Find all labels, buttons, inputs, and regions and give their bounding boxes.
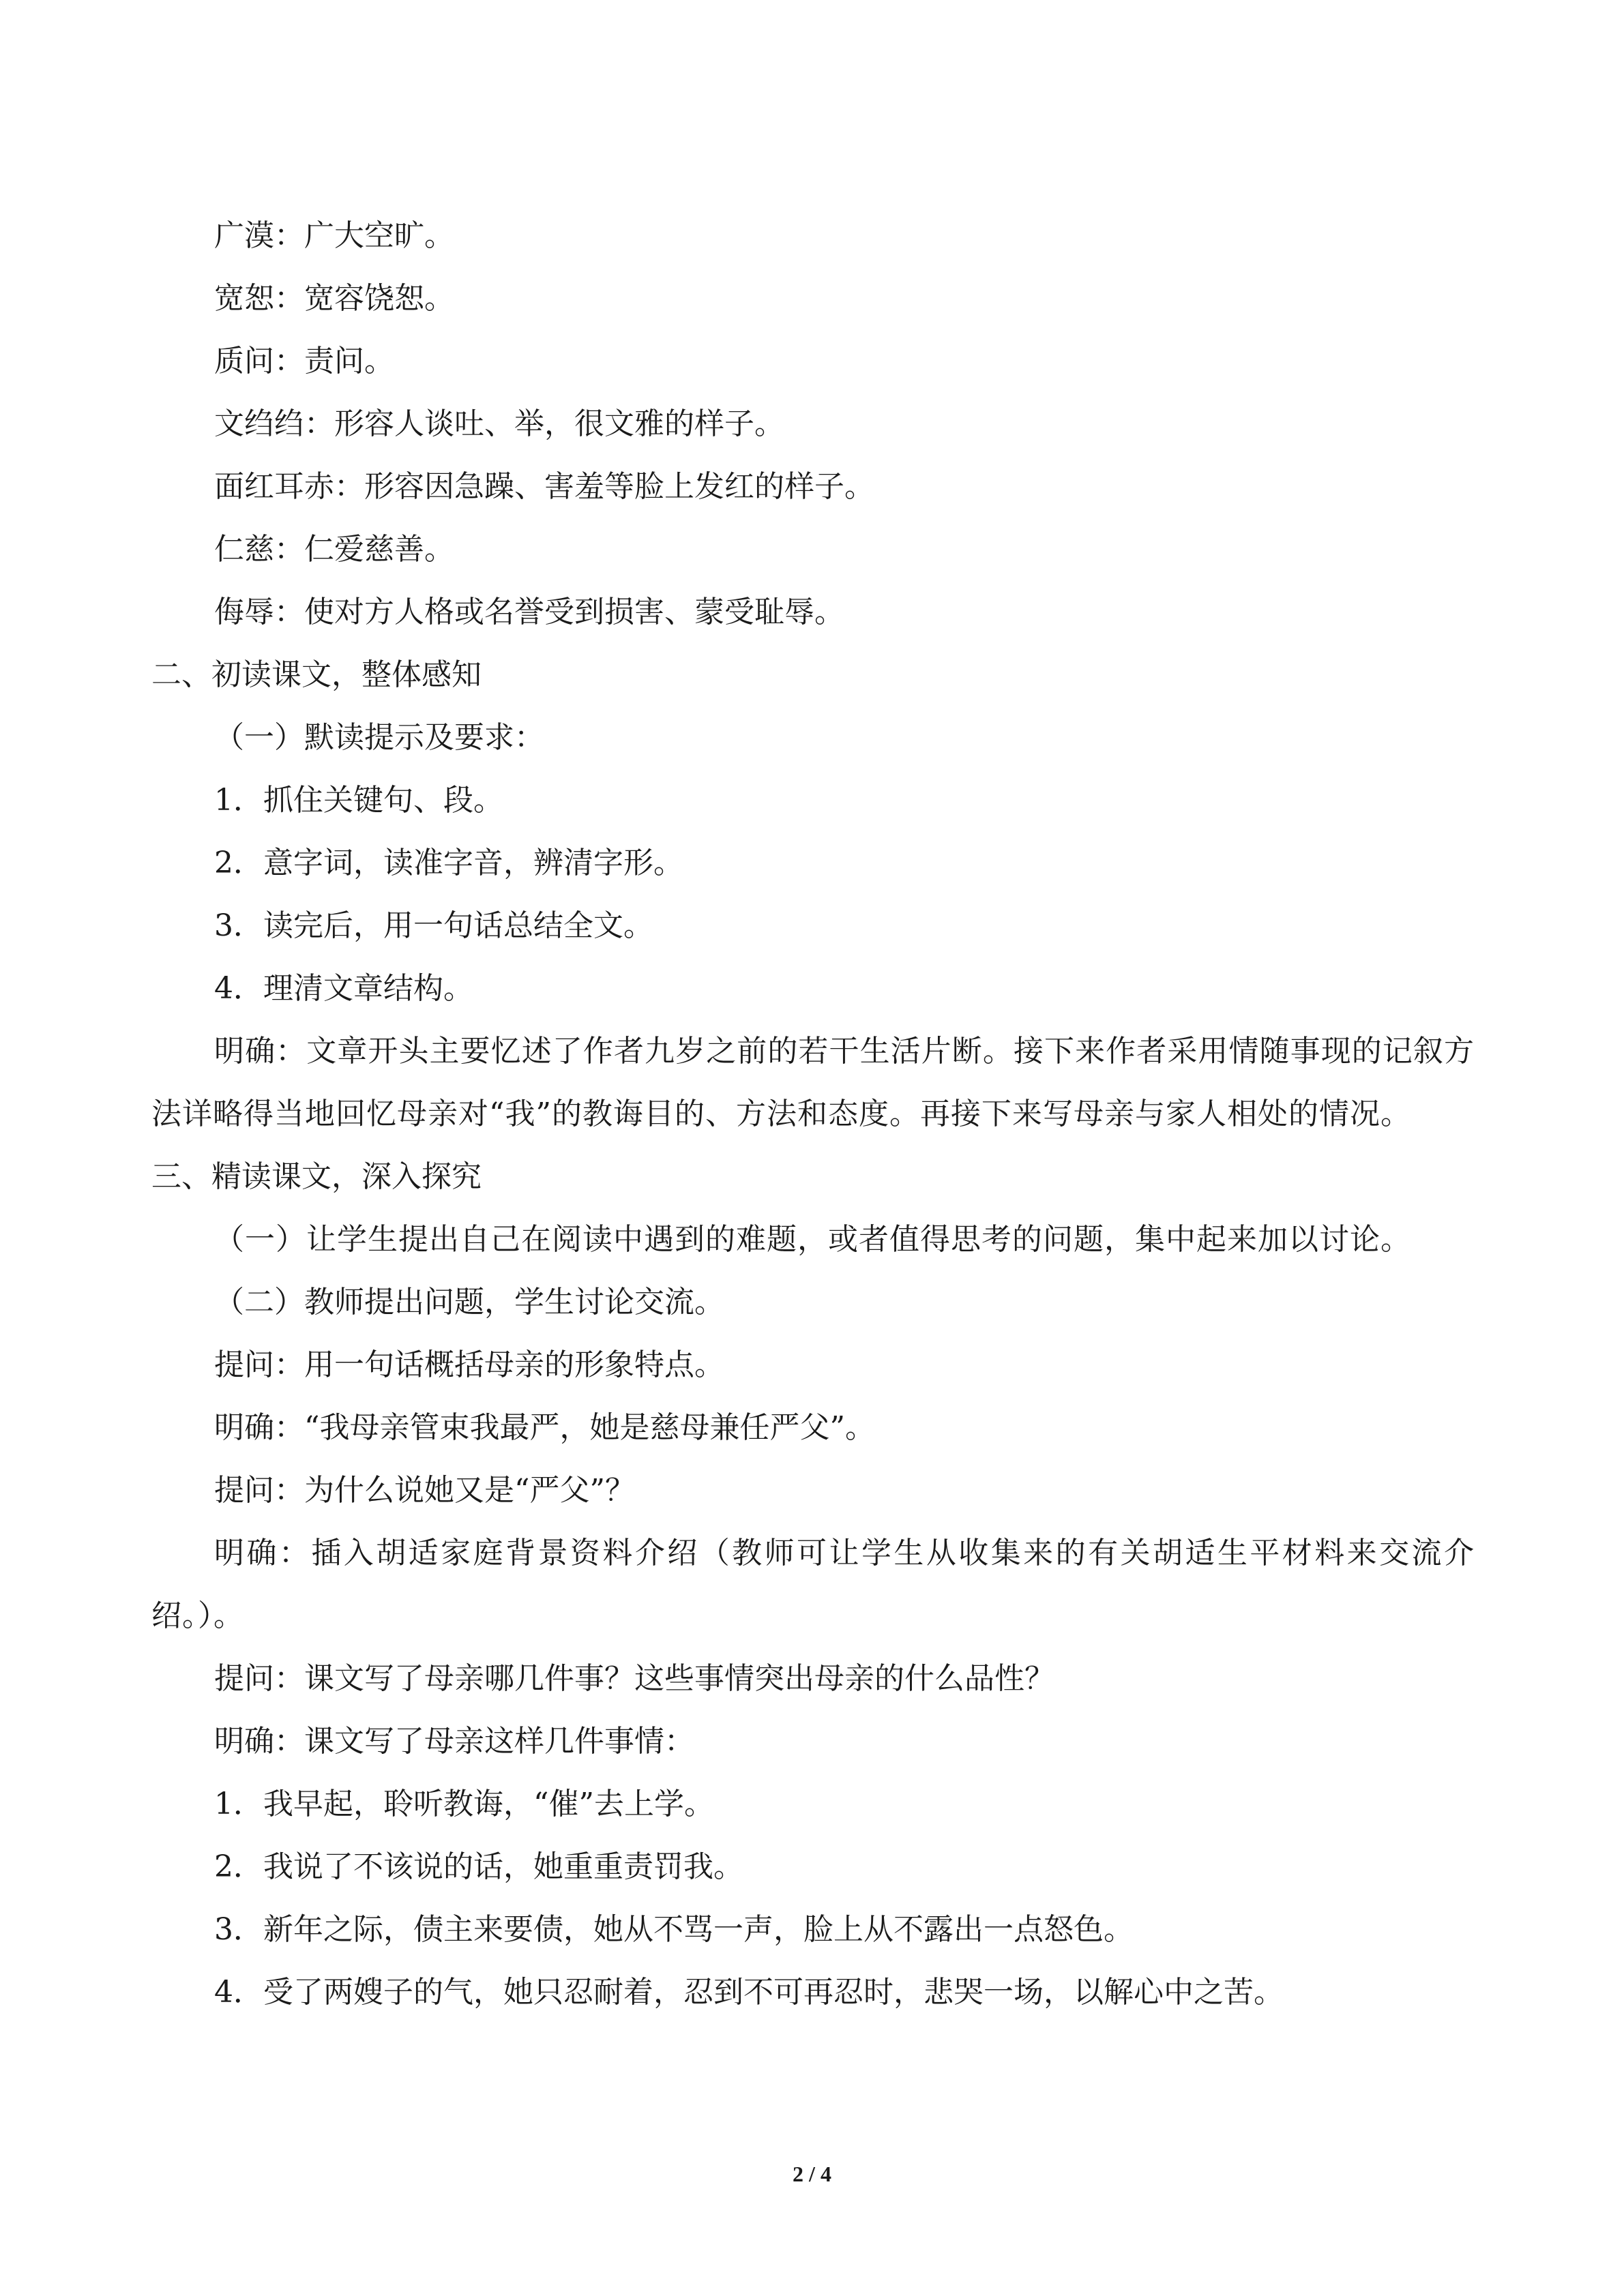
list-item: 4．受了两嫂子的气，她只忍耐着，忍到不可再忍时，悲哭一场，以解心中之苦。 — [214, 1975, 1284, 2010]
paragraph: 明确：插入胡适家庭背景资料介绍（教师可让学生从收集来的有关胡适生平材料来交流介绍。）。 — [151, 1536, 1475, 1633]
vocab-line: 仁慈：仁爱慈善。 — [214, 532, 454, 567]
vocab-line: 面红耳赤：形容因急躁、害羞等脸上发红的样子。 — [214, 469, 874, 504]
section-heading: 二、初读课文，整体感知 — [151, 657, 482, 692]
question-line: 提问：用一句话概括母亲的形象特点。 — [214, 1347, 724, 1382]
vocab-line: 文绉绉：形容人谈吐、举，很文雅的样子。 — [214, 406, 784, 441]
vocab-line: 侮辱：使对方人格或名誉受到损害、蒙受耻辱。 — [214, 595, 844, 629]
subsection-heading: （一）默读提示及要求： — [214, 720, 544, 755]
list-item: 4．理清文章结构。 — [214, 971, 473, 1006]
list-item: 3．读完后，用一句话总结全文。 — [214, 908, 653, 943]
vocab-line: 广漠：广大空旷。 — [214, 218, 454, 253]
list-item: 2．我说了不该说的话，她重重责罚我。 — [214, 1849, 743, 1884]
answer-line: 明确：课文写了母亲这样几件事情： — [214, 1724, 694, 1759]
section-heading: 三、精读课文，深入探究 — [151, 1159, 482, 1194]
list-item: 3．新年之际，债主来要债，她从不骂一声，脸上从不露出一点怒色。 — [214, 1912, 1134, 1947]
paragraph: （一）让学生提出自己在阅读中遇到的难题，或者值得思考的问题，集中起来加以讨论。 — [214, 1222, 1411, 1257]
vocab-line: 质问：责问。 — [214, 344, 394, 378]
list-item: 2．意字词，读准字音，辨清字形。 — [214, 846, 683, 880]
subsection-heading: （二）教师提出问题，学生讨论交流。 — [214, 1285, 724, 1320]
document-body — [151, 205, 1475, 2024]
list-item: 1．我早起，聆听教诲，“催”去上学。 — [214, 1787, 714, 1821]
question-line: 提问：课文写了母亲哪几件事？这些事情突出母亲的什么品性？ — [214, 1661, 1054, 1696]
vocab-line: 宽恕：宽容饶恕。 — [214, 281, 454, 316]
paragraph: 明确：文章开头主要忆述了作者九岁之前的若干生活片断。接下来作者采用情随事现的记叙方法详略得当地回忆母亲对“我”的教诲目的、方法和态度。再接下来写母亲与家人相处的情况。 — [151, 1034, 1475, 1131]
answer-line: 明确：“我母亲管束我最严，她是慈母兼任严父”。 — [214, 1410, 875, 1445]
page-number: 2 / 4 — [793, 2162, 831, 2186]
question-line: 提问：为什么说她又是“严父”？ — [214, 1473, 635, 1508]
list-item: 1．抓住关键句、段。 — [214, 783, 503, 818]
